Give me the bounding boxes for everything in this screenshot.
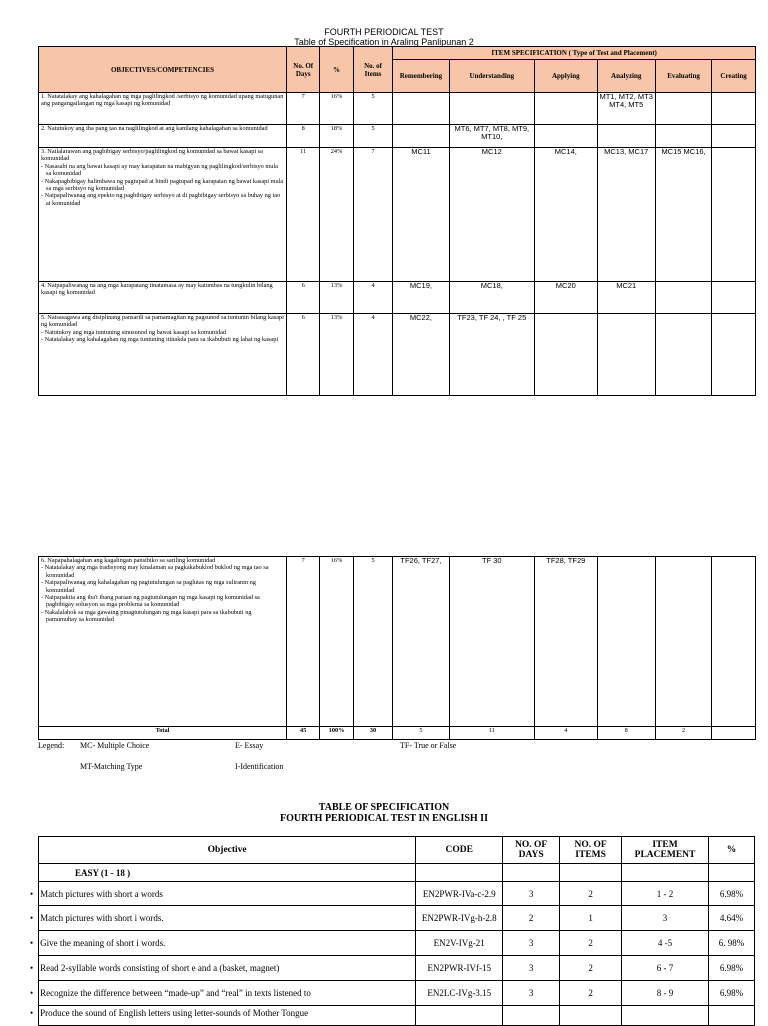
objective-cell: 1. Natatalakay ang kahalagahan ng mga paglilingkod /serbisyo ng komunidad upang matugunan ang pangangailangan ng mga kasapi ng komunidad — [39, 93, 287, 125]
items-cell: 2 — [560, 981, 622, 1006]
col-analyzing: Analyzing — [597, 60, 655, 93]
table-row — [39, 93, 756, 125]
items-cell: 2 — [560, 956, 622, 981]
days-cell: 11 — [287, 148, 320, 282]
days-cell: 7 — [287, 93, 320, 125]
code-cell: EN2PWR-IVf-15 — [416, 956, 503, 981]
days-cell: 6 — [287, 314, 320, 396]
rem-cell — [393, 93, 449, 125]
total-ana: 8 — [597, 727, 655, 740]
objective-sub: - Nakapagbibigay halimbawa ng pagtupad at hindi pagtupad ng karapatan ng bawat kasapi mula sa mga serbisyo ng komunidad — [41, 177, 284, 193]
items-cell: 2 — [560, 882, 622, 906]
objective-cell: • Match pictures with short a words — [39, 882, 416, 906]
code-cell: EN2PWR-IVg-h-2.8 — [416, 906, 503, 931]
total-rem: 5 — [393, 727, 449, 740]
cre-cell — [712, 93, 756, 125]
table-row — [39, 981, 755, 1006]
total-app: 4 — [535, 727, 598, 740]
objective-sub: - Nakalalahok sa mga gawaing pinagtutulungan ng mga kasapi para sa ikabubuti ng pamumuhay sa komunidad — [41, 608, 252, 624]
objective-sub: - Naipapaliwanag ang kahalagahan ng pagtutulungan sa paglutas ng mga suliranin ng komunidad — [41, 579, 256, 594]
days-cell: 3 — [503, 931, 560, 956]
days-cell: 7 — [287, 557, 320, 727]
rem-cell: TF26, TF27, — [393, 557, 449, 727]
objective-cell: 4. Naipapaliwanag na ang mga karapatang tinatamasa ay may katumbas na tungkulin bilang kasapi ng komunidad — [39, 282, 287, 314]
col-placement: ITEM PLACEMENT — [622, 837, 709, 864]
und-cell: TF 30 — [449, 557, 534, 727]
ana-cell — [597, 557, 655, 727]
ana-cell: MT1, MT2, MT3 MT4, MT5 — [597, 93, 655, 125]
tos-english-subtitle: FOURTH PERIODICAL TEST IN ENGLISH II — [280, 813, 488, 824]
app-cell: MC20 — [535, 282, 598, 314]
placement-cell: 3 — [622, 906, 709, 931]
table-row — [39, 931, 755, 956]
col-evaluating: Evaluating — [655, 60, 711, 93]
items-cell: 5 — [353, 557, 393, 727]
objective-cell — [39, 314, 287, 396]
tos-english-table — [38, 836, 755, 1026]
placement-cell: 4 -5 — [622, 931, 709, 956]
pct-cell: 18% — [320, 125, 353, 148]
pct-cell: 4.64% — [709, 906, 755, 931]
pct-cell: 16% — [320, 93, 353, 125]
doc-subtitle: Table of Specification in Araling Panlipunan 2 — [294, 37, 474, 47]
col-objective: Objective — [39, 837, 416, 864]
ana-cell: MC13, MC17 — [597, 148, 655, 282]
legend-mt: MT-Matching Type — [80, 762, 143, 771]
app-cell — [535, 125, 598, 148]
col-days: NO. OF DAYS — [503, 837, 560, 864]
objective-main: 5. Naisasagawa ang disiplinang pansarili sa pamamagitan ng pagsunod sa tuntunin bilang kasapi ng komunidad — [41, 314, 284, 329]
tos-english-title: TABLE OF SPECIFICATION — [318, 802, 450, 813]
table-row — [39, 906, 755, 931]
und-cell: MC18, — [449, 282, 534, 314]
und-cell: MT6, MT7, MT8, MT9, MT10, — [449, 125, 534, 148]
days-cell — [503, 1006, 560, 1026]
table-row — [39, 282, 756, 314]
cre-cell — [712, 282, 756, 314]
col-creating: Creating — [712, 60, 756, 93]
eva-cell — [655, 93, 711, 125]
col-item-spec: ITEM SPECIFICATION ( Type of Test and Placement) — [393, 47, 756, 60]
pct-cell: 6.98% — [709, 882, 755, 906]
col-understanding: Understanding — [449, 60, 534, 93]
items-cell: 2 — [560, 931, 622, 956]
group-row — [39, 864, 755, 882]
table-row — [39, 557, 756, 727]
tos-ap-table-part2 — [38, 556, 756, 740]
col-items: NO. OF ITEMS — [560, 837, 622, 864]
col-percent: % — [320, 47, 353, 93]
legend-mc: MC- Multiple Choice — [80, 741, 150, 750]
tos-ap-table-part1 — [38, 46, 756, 396]
placement-cell: 8 - 9 — [622, 981, 709, 1006]
code-cell: EN2LC-IVg-3.15 — [416, 981, 503, 1006]
col-days: No. Of Days — [287, 47, 320, 93]
total-eva: 2 — [655, 727, 711, 740]
days-cell: 6 — [287, 282, 320, 314]
objective-cell — [39, 557, 287, 727]
days-cell: 3 — [503, 956, 560, 981]
placement-cell: 6 - 7 — [622, 956, 709, 981]
days-cell: 3 — [503, 882, 560, 906]
rem-cell: MC22, — [393, 314, 449, 396]
table-row — [39, 148, 756, 282]
objective-cell: • Read 2-syllable words consisting of short e and a (basket, magnet) — [39, 956, 416, 981]
eva-cell — [655, 314, 711, 396]
total-items: 30 — [353, 727, 393, 740]
cre-cell — [712, 125, 756, 148]
objective-cell: • Recognize the difference between “made-up” and “real” in texts listened to — [39, 981, 416, 1006]
items-cell: 5 — [353, 93, 393, 125]
app-cell — [535, 93, 598, 125]
table-row — [39, 125, 756, 148]
app-cell — [535, 314, 598, 396]
total-cre — [712, 727, 756, 740]
eva-cell — [655, 557, 711, 727]
table-row — [39, 1006, 755, 1026]
pct-cell: 13% — [320, 282, 353, 314]
doc-title: FOURTH PERIODICAL TEST — [324, 27, 444, 37]
rem-cell — [393, 125, 449, 148]
items-cell: 1 — [560, 906, 622, 931]
total-days: 45 — [287, 727, 320, 740]
col-applying: Applying — [535, 60, 598, 93]
objective-sub: - Natatalakay ang kahalagahan ng mga tuntuning itinakda para sa ikabubuti ng lahat ng kasapi — [41, 336, 279, 344]
col-pct: % — [709, 837, 755, 864]
col-remembering: Remembering — [393, 60, 449, 93]
pct-cell: 16% — [320, 557, 353, 727]
app-cell: MC14, — [535, 148, 598, 282]
und-cell — [449, 93, 534, 125]
table-row — [39, 956, 755, 981]
objective-sub: - Natatalakay ang mga tradisyong may kinalaman sa pagkakabuklod buklod ng mga tao sa komunidad — [41, 564, 269, 579]
objective-sub: - Nasasabi na ang bawat kasapi ay may karapatan na mabigyan ng paglilingkod/serbisyo mula sa komunidad — [41, 162, 278, 178]
items-cell: 5 — [353, 125, 393, 148]
legend-identification: I-Identification — [235, 762, 284, 771]
col-objectives: OBJECTIVES/COMPETENCIES — [39, 47, 287, 93]
app-cell: TF28, TF29 — [535, 557, 598, 727]
objective-cell: • Give the meaning of short i words. — [39, 931, 416, 956]
legend-tf: TF- True or False — [400, 741, 457, 750]
pct-cell: 13% — [320, 314, 353, 396]
cre-cell — [712, 314, 756, 396]
total-und: 11 — [449, 727, 534, 740]
objective-cell: • Match pictures with short i words. — [39, 906, 416, 931]
placement-cell — [622, 1006, 709, 1026]
rem-cell: MC11 — [393, 148, 449, 282]
objective-sub: - Naipapaliwanag ang epekto ng pagbibigay serbisyo at di pagbibigay serbisyo sa buhay ng tao at komunidad — [41, 192, 281, 207]
col-code: CODE — [416, 837, 503, 864]
eva-cell — [655, 282, 711, 314]
ana-cell — [597, 314, 655, 396]
ana-cell: MC21 — [597, 282, 655, 314]
rem-cell: MC19, — [393, 282, 449, 314]
objective-cell — [39, 148, 287, 282]
pct-cell: 6. 98% — [709, 931, 755, 956]
items-cell — [560, 1006, 622, 1026]
placement-cell: 1 - 2 — [622, 882, 709, 906]
eva-cell: MC15 MC16, — [655, 148, 711, 282]
pct-cell: 6.98% — [709, 981, 755, 1006]
objective-main: 3. Nailalarawan ang pagbibigay serbisyo/paglilingkod ng komunidad sa bawat kasapi sa komunidad — [41, 148, 263, 163]
code-cell: EN2PWR-IVa-c-2.9 — [416, 882, 503, 906]
ana-cell — [597, 125, 655, 148]
total-label: Total — [39, 727, 287, 740]
objective-cell: 2. Natutukoy ang iba pang tao na naglilingkod at ang kanilang kahalagahan sa komunidad — [39, 125, 287, 148]
und-cell: TF23, TF 24, , TF 25 — [449, 314, 534, 396]
pct-cell — [709, 1006, 755, 1026]
legend-label: Legend: — [38, 741, 65, 750]
items-cell: 4 — [353, 282, 393, 314]
cre-cell — [712, 148, 756, 282]
total-row — [39, 727, 756, 740]
items-cell: 4 — [353, 314, 393, 396]
cre-cell — [712, 557, 756, 727]
group-label: EASY (1 - 18 ) — [39, 864, 416, 882]
items-cell: 7 — [353, 148, 393, 282]
pct-cell: 24% — [320, 148, 353, 282]
code-cell: EN2V-IVg-21 — [416, 931, 503, 956]
days-cell: 3 — [503, 981, 560, 1006]
days-cell: 2 — [503, 906, 560, 931]
table-row — [39, 882, 755, 906]
eva-cell — [655, 125, 711, 148]
days-cell: 8 — [287, 125, 320, 148]
col-items: No. of Items — [353, 47, 393, 93]
pct-cell: 6.98% — [709, 956, 755, 981]
und-cell: MC12 — [449, 148, 534, 282]
objective-sub: - Naipapakita ang iba't ibang paraan ng pagtutulungan ng mga kasapi ng komunidad sa pagbibigay solusyon sa mga problema sa komunidad — [41, 594, 260, 609]
objective-cell: • Produce the sound of English letters using letter-sounds of Mother Tongue — [39, 1006, 416, 1026]
total-pct: 100% — [320, 727, 353, 740]
objective-sub: - Natutukoy ang mga tuntuning sinusunod ng bawat kasapi sa komunidad — [41, 328, 227, 336]
table-row — [39, 314, 756, 396]
code-cell — [416, 1006, 503, 1026]
objective-main: 6. Napapahalagahan ang kagalingan pansibiko sa sariling komunidad — [41, 557, 216, 564]
legend-essay: E- Essay — [235, 741, 264, 750]
